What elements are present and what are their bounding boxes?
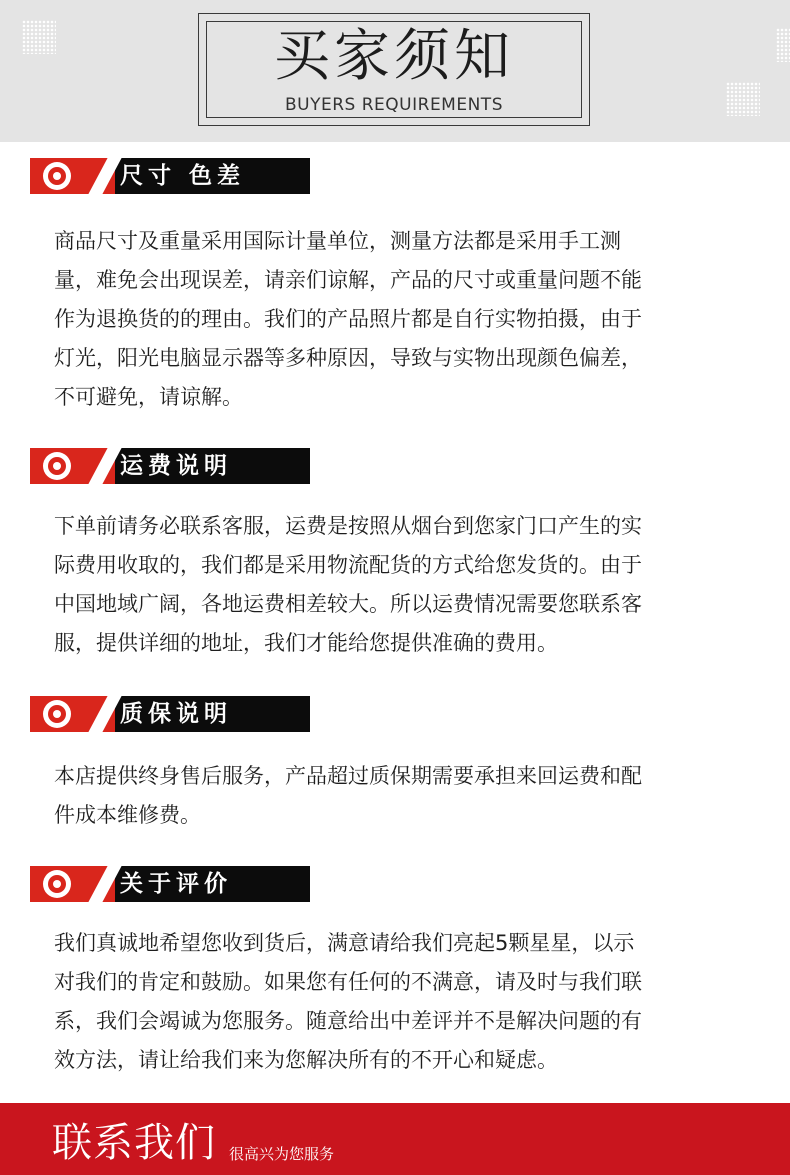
circle-bullet-icon	[48, 167, 66, 185]
dot-pattern-decoration	[776, 28, 790, 62]
text-line: 中国地域广阔，各地运费相差较大。所以运费情况需要您联系客	[54, 592, 642, 616]
section-header-warranty	[30, 696, 310, 732]
section-title: 质保说明	[120, 701, 232, 727]
contact-title: 联系我们	[52, 1120, 216, 1166]
section-title: 尺寸 色差	[120, 163, 246, 189]
text-line: 我们真诚地希望您收到货后，满意请给我们亮起5颗星星，以示	[54, 931, 635, 955]
text-line: 灯光，阳光电脑显示器等多种原因，导致与实物出现颜色偏差，	[54, 346, 642, 370]
section-body-shipping	[54, 507, 744, 663]
dot-pattern-decoration	[22, 20, 56, 54]
text-line: 际费用收取的，我们都是采用物流配货的方式给您发货的。由于	[54, 553, 642, 577]
section-body-warranty	[54, 757, 744, 835]
page-subtitle: BUYERS REQUIREMENTS	[285, 95, 503, 115]
text-line: 服，提供详细的地址，我们才能给您提供准确的费用。	[54, 631, 558, 655]
section-body-size-color	[54, 222, 744, 417]
section-header-size-color	[30, 158, 310, 194]
text-line: 下单前请务必联系客服，运费是按照从烟台到您家门口产生的实	[54, 514, 642, 538]
section-title: 运费说明	[120, 453, 232, 479]
text-line: 作为退换货的的理由。我们的产品照片都是自行实物拍摄，由于	[54, 307, 642, 331]
contact-subtitle: 很高兴为您服务	[229, 1145, 335, 1163]
text-line: 对我们的肯定和鼓励。如果您有任何的不满意，请及时与我们联	[54, 970, 642, 994]
text-line: 系，我们会竭诚为您服务。随意给出中差评并不是解决问题的有	[54, 1009, 642, 1033]
text-line: 件成本维修费。	[54, 803, 201, 827]
text-line: 效方法，请让给我们来为您解决所有的不开心和疑虑。	[54, 1048, 558, 1072]
text-line: 商品尺寸及重量采用国际计量单位，测量方法都是采用手工测	[54, 229, 621, 253]
section-title: 关于评价	[120, 871, 232, 897]
dot-pattern-decoration	[726, 82, 760, 116]
page-title: 买家须知	[274, 24, 514, 89]
circle-bullet-icon	[48, 705, 66, 723]
section-header-shipping	[30, 448, 310, 484]
text-line: 本店提供终身售后服务，产品超过质保期需要承担来回运费和配	[54, 764, 642, 788]
text-line: 不可避免，请谅解。	[54, 385, 243, 409]
section-body-reviews	[54, 924, 744, 1080]
circle-bullet-icon	[48, 457, 66, 475]
circle-bullet-icon	[48, 875, 66, 893]
section-header-reviews	[30, 866, 310, 902]
text-line: 量，难免会出现误差，请亲们谅解，产品的尺寸或重量问题不能	[54, 268, 642, 292]
